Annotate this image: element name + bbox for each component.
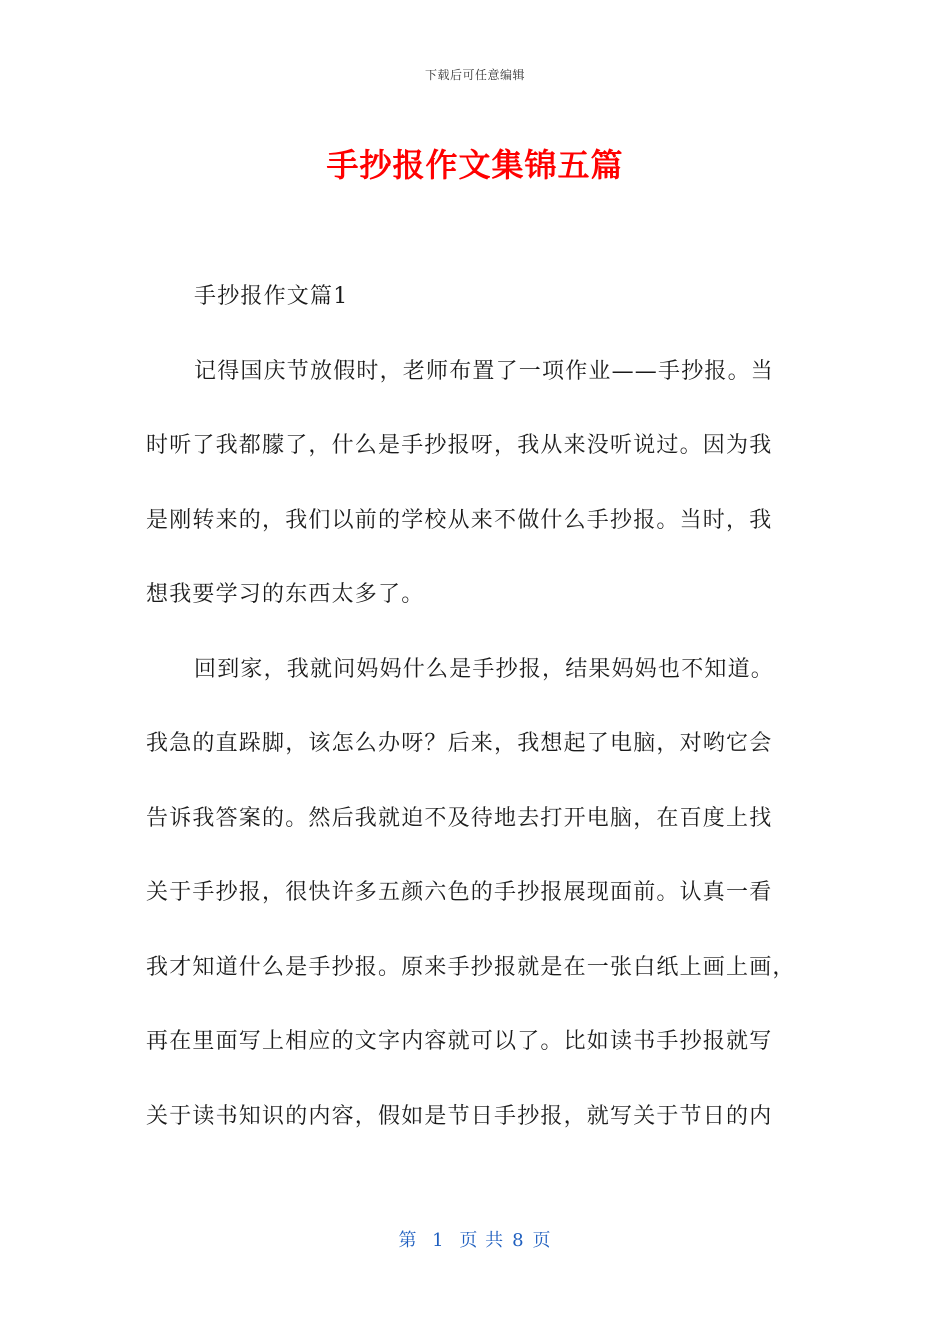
body-line: 手抄报作文篇1 [194,284,349,309]
body-line: 想我要学习的东西太多了。 [146,582,425,607]
document-title: 手抄报作文集锦五篇 [326,146,624,184]
body-line: 我急的直跺脚，该怎么办呀？后来，我想起了电脑，对哟它会 [146,731,773,756]
header-note: 下载后可任意编辑 [424,68,525,82]
page-footer [0,1226,950,1252]
footer-current-page: 1 [432,1230,445,1251]
body-line: 关于读书知识的内容，假如是节日手抄报，就写关于节日的内 [146,1103,773,1129]
body-line: 我才知道什么是手抄报。原来手抄报就是在一张白纸上画上画， [146,954,796,980]
footer-prefix: 第 [398,1230,418,1251]
body-line: 时听了我都朦了，什么是手抄报呀，我从来没听说过。因为我 [146,433,773,458]
body-line: 回到家，我就问妈妈什么是手抄报，结果妈妈也不知道。 [194,656,775,682]
footer-suffix: 页 [532,1230,552,1251]
footer-total-pages: 8 [512,1230,525,1251]
body-line: 记得国庆节放假时，老师布置了一项作业——手抄报。当 [194,358,775,384]
body-line: 再在里面写上相应的文字内容就可以了。比如读书手抄报就写 [146,1029,773,1054]
body-line: 告诉我答案的。然后我就迫不及待地去打开电脑，在百度上找 [146,805,773,831]
footer-middle: 页 共 [459,1230,505,1251]
body-line: 关于手抄报，很快许多五颜六色的手抄报展现面前。认真一看 [146,880,773,905]
body-line: 是刚转来的，我们以前的学校从来不做什么手抄报。当时，我 [146,507,773,533]
document-body [146,282,794,1176]
